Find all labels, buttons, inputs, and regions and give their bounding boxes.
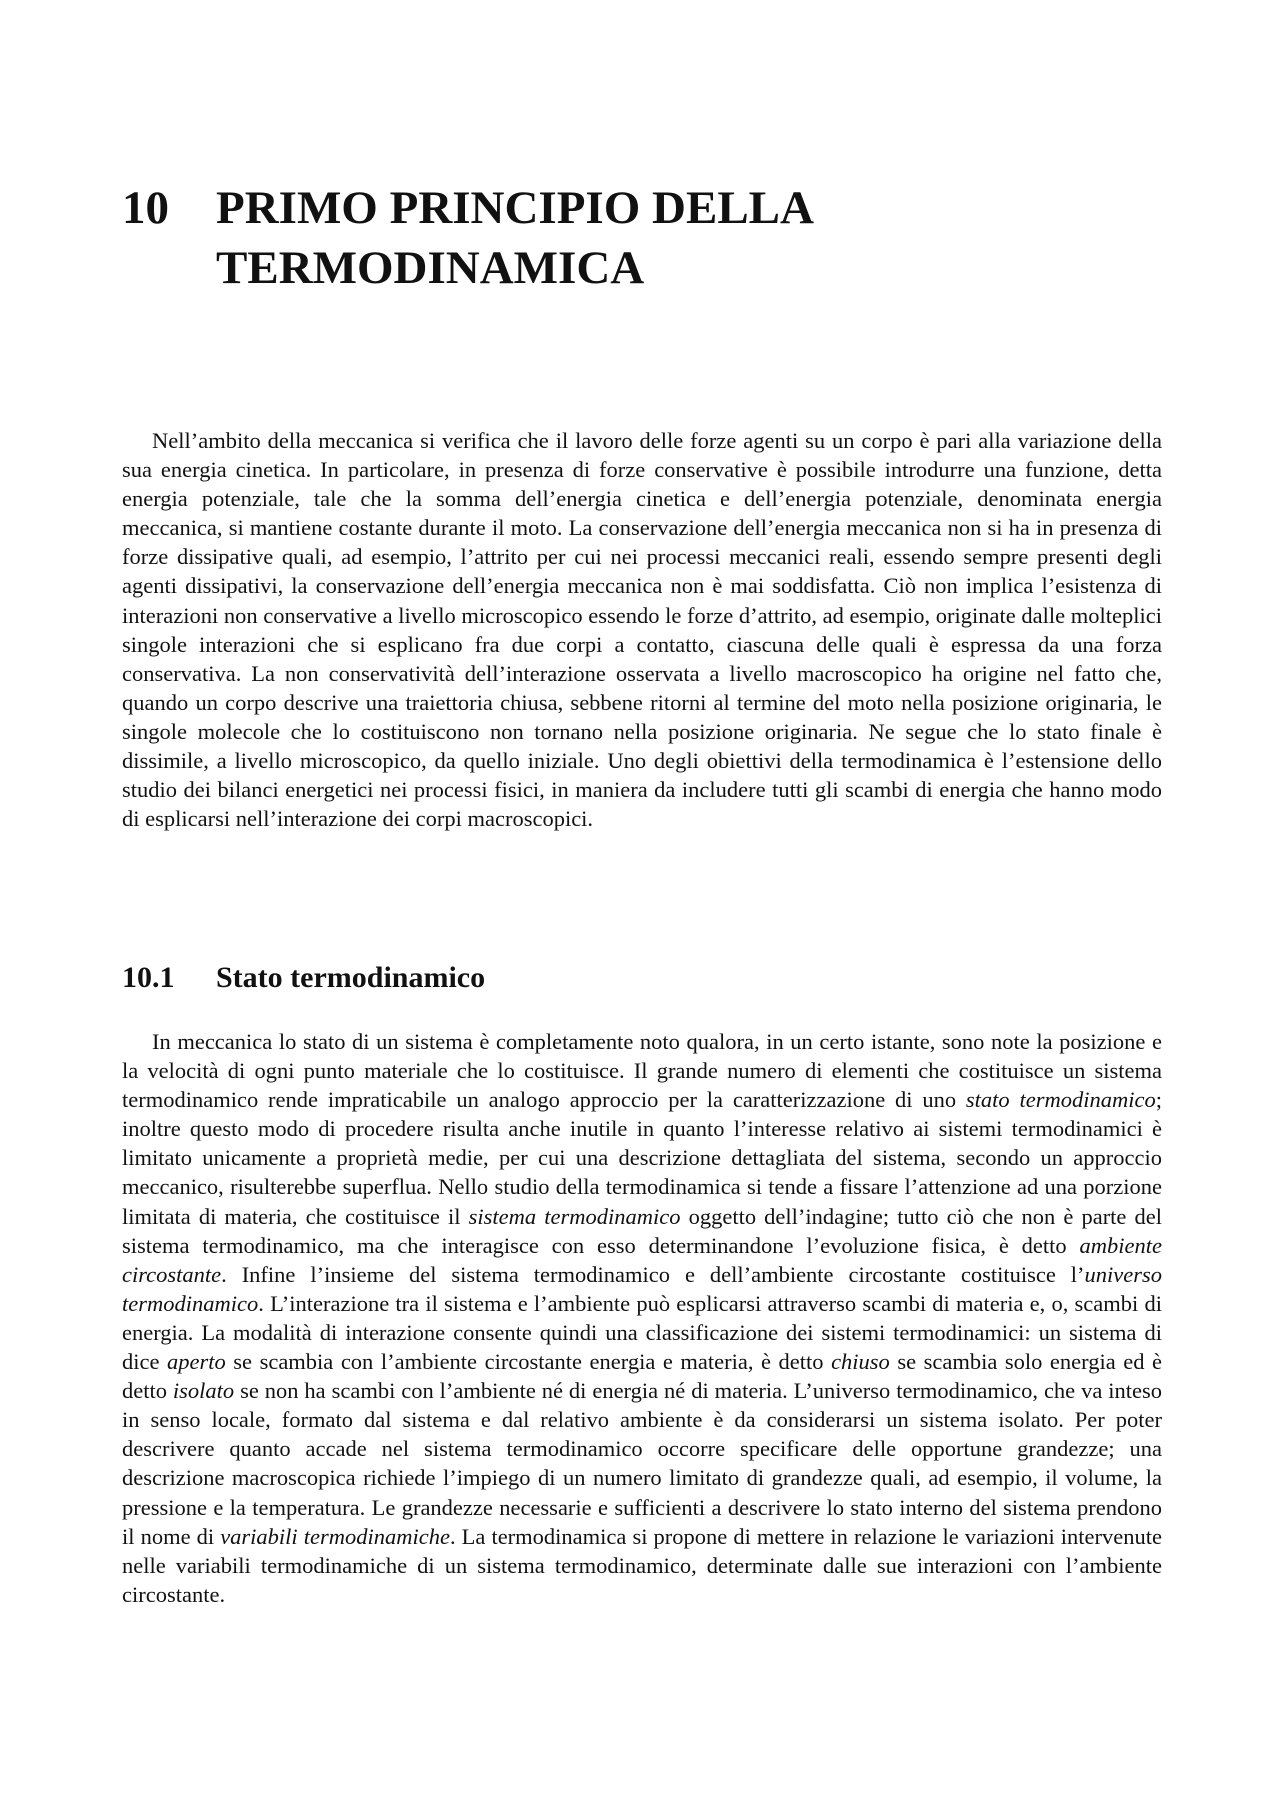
section-title: Stato termodinamico xyxy=(216,961,486,994)
term-variabili-termodinamiche: variabili termodinamiche xyxy=(220,1523,450,1549)
chapter-title-line-1: PRIMO PRINCIPIO DELLA xyxy=(216,182,814,234)
term-ambiente-circostante: ambiente circostante xyxy=(122,1232,1162,1287)
text-run: . La termodinamica si propone di mettere in relazione le variazioni intervenute nelle variabili termodinamiche di un sistema termodinamico, determinate dalle sue interazioni con l’ambiente circostante. xyxy=(122,1523,1162,1607)
section-paragraph-block xyxy=(122,1027,1162,1609)
text-run: In meccanica lo stato di un sistema è completamente noto qualora, in un certo istante, sono note la posizione e la velocità di ogni punto materiale che lo costituisce. Il grande numero di elementi che costituisce un sistema termodinamico rende impraticabile un analogo approccio per la caratterizzazione di uno xyxy=(122,1029,1162,1113)
chapter-title-line-2: TERMODINAMICA xyxy=(216,242,645,294)
intro-paragraph: Nell’ambito della meccanica si verifica che il lavoro delle forze agenti su un corpo è pari alla variazione della sua energia cinetica. In particolare, in presenza di forze conservative è possibile introdurre una funzione, detta energia potenziale, tale che la somma dell’energia cinetica e dell’energia potenziale, denominata energia meccanica, si mantiene costante durante il moto. La conservazione dell’energia meccanica non si ha in presenza di forze dissipative quali, ad esempio, l’attrito per cui nei processi meccanici reali, essendo sempre presenti degli agenti dissipativi, la conservazione dell’energia meccanica non è mai soddisfatta. Ciò non implica l’esistenza di interazioni non conservative a livello microscopico essendo le forze d’attrito, ad esempio, originate dalle molteplici singole interazioni che si esplicano fra due corpi a contatto, ciascuna delle quali è espressa da una forza conservativa. La non conservatività dell’interazione osservata a livello macroscopico ha origine nel fatto che, quando un corpo descrive una traiettoria chiusa, sebbene ritorni al termine del moto nella posizione originaria, le singole molecole che lo costituiscono non tornano nella posizione originaria. Ne segue che lo stato finale è dissimile, a livello microscopico, da quello iniziale. Uno degli obiettivi della termodinamica è l’estensione dello studio dei bilanci energetici nei processi fisici, in maniera da includere tutti gli scambi di energia che hanno modo di esplicarsi nell’interazione dei corpi macroscopici. xyxy=(122,428,1162,832)
term-isolato: isolato xyxy=(172,1378,235,1404)
term-chiuso: chiuso xyxy=(831,1349,890,1375)
term-sistema-termodinamico: sistema termodinamico xyxy=(468,1203,681,1229)
term-universo-termodinamico: universo termodinamico xyxy=(122,1261,1162,1316)
chapter-number: 10 xyxy=(122,182,169,234)
section-number: 10.1 xyxy=(122,961,175,994)
chapter-title xyxy=(216,178,1116,298)
text-run: se non ha scambi con l’ambiente né di energia né di materia. L’universo termodinamico, che va inteso in senso locale, formato dal sistema e dal relativo ambiente è da considerarsi un sistema isolato. Per poter descrivere quanto accade nel sistema termodinamico occorre specificare delle opportune grandezze; una descrizione macroscopica richiede l’impiego di un numero limitato di grandezze quali, ad esempio, il volume, la pressione e la temperatura. Le grandezze necessarie e sufficienti a descrivere lo stato interno del sistema prendono il nome di xyxy=(122,1378,1162,1549)
chapter-heading xyxy=(122,178,1162,298)
text-run: se scambia solo energia ed è detto xyxy=(122,1349,1162,1404)
term-aperto: aperto xyxy=(167,1349,226,1375)
text-run: oggetto dell’indagine; tutto ciò che non è parte del sistema termodinamico, ma che interagisce con esso determinandone l’evoluzione fisica, è detto xyxy=(122,1203,1163,1258)
section-paragraph xyxy=(122,1027,1162,1609)
intro-paragraph-block xyxy=(122,426,1162,833)
text-run: ; inoltre questo modo di procedere risulta anche inutile in quanto l’interesse relativo ai sistemi termodinamici è limitato unicamente a proprietà medie, per cui una descrizione dettagliata del sistema, secondo un approccio meccanico, risulterebbe superflua. Nello studio della termodinamica si tende a fissare l’attenzione ad una porzione limitata di materia, che costituisce il xyxy=(122,1087,1162,1229)
section-heading xyxy=(122,958,1162,998)
text-run: . L’interazione tra il sistema e l’ambiente può esplicarsi attraverso scambi di materia e, o, scambi di energia. La modalità di interazione consente quindi una classificazione dei sistemi termodinamici: un sistema di dice xyxy=(122,1290,1162,1375)
term-stato-termodinamico: stato termodinamico xyxy=(965,1087,1156,1113)
text-run: . Infine l’insieme del sistema termodinamico e dell’ambiente circostante costituisce l’ xyxy=(221,1261,1085,1287)
text-run: se scambia con l’ambiente circostante energia e materia, è detto xyxy=(225,1349,832,1375)
